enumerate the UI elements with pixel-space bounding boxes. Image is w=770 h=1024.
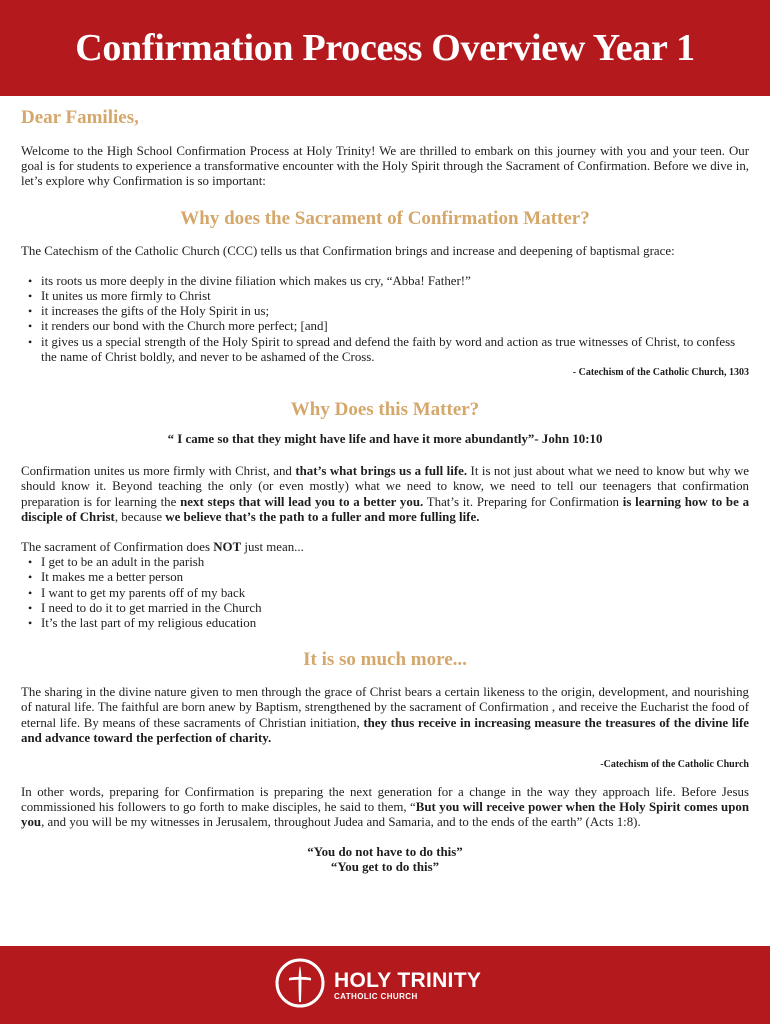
list-item: • It unites us more firmly to Christ xyxy=(41,289,749,304)
list-item: • its roots us more deeply in the divine filiation which makes us cry, “Abba! Father!” xyxy=(41,274,749,289)
cross-in-circle-icon xyxy=(274,957,326,1014)
closing-line-2: “You get to do this” xyxy=(330,859,440,874)
list-item: • it renders our bond with the Church more perfect; [and] xyxy=(41,319,749,334)
list-item: • It makes me a better person xyxy=(41,570,749,585)
intro-paragraph: Welcome to the High School Confirmation Process at Holy Trinity! We are thrilled to embark on this journey with you and your teen. Our goal is for students to experience a transformative encounter with the Holy Spirit through the Sacrament of Confirmation. Before we dive in, let’s explore why Confirmation is so important: xyxy=(21,144,749,189)
logo-wordmark xyxy=(334,970,481,1002)
letter-body xyxy=(21,106,749,875)
scripture-quote: “ I came so that they might have life and have it more abundantly”- John 10:10 xyxy=(167,432,603,447)
ccc-intro-paragraph: The Catechism of the Catholic Church (CCC) tells us that Confirmation brings and increase and deepening of baptismal grace: xyxy=(21,243,675,258)
salutation: Dear Families, xyxy=(21,107,139,128)
list-item: • it gives us a special strength of the Holy Spirit to spread and defend the faith by word and action as true witnesses of Christ, to confess the name of Christ boldly, and never to be ashamed of the Cross. xyxy=(41,335,749,365)
list-item: • It’s the last part of my religious education xyxy=(41,616,749,631)
closing-line-1: “You do not have to do this” xyxy=(307,844,463,859)
divine-nature-paragraph: The sharing in the divine nature given to men through the grace of Christ bears a certain likeness to the origin, development, and nourishing of natural life. The faithful are born anew by Baptism, strengthened by the sacrament of Confirmation , and receive the Eucharist the food of eternal life. By means of these sacraments of Christian initiation, they thus receive in increasing measure the treasures of the divine life and advance toward the perfection of charity. xyxy=(21,685,749,745)
page-title: Confirmation Process Overview Year 1 xyxy=(75,27,695,69)
logo-subtitle: CATHOLIC CHURCH xyxy=(334,991,418,1001)
holy-trinity-logo xyxy=(274,957,481,1014)
section-heading-so-much-more: It is so much more... xyxy=(303,649,467,671)
section-heading-why-matter: Why Does this Matter? xyxy=(290,399,480,421)
list-item: • I want to get my parents off of my back xyxy=(41,586,749,601)
in-other-words-paragraph: In other words, preparing for Confirmation is preparing the next generation for a change in the way they approach life. Before Jesus commissioned his followers to go forth to make disciples, he said to them, “But you will receive power when the Holy Spirit comes upon you, and you will be my witnesses in Jerusalem, throughout Judea and Samaria, and to the ends of the earth” (Acts 1:8). xyxy=(21,785,749,830)
not-just-mean-paragraph: The sacrament of Confirmation does NOT just mean... xyxy=(21,540,304,555)
ccc-effects-list xyxy=(21,274,749,365)
section-heading-why-confirmation: Why does the Sacrament of Confirmation Matter? xyxy=(180,207,590,229)
full-life-paragraph: Confirmation unites us more firmly with Christ, and that’s what brings us a full life. It is not just about what we need to know but why we should know it. Beyond teaching the only (or even mostly) what we need to know, we need to tell our teenagers that confirmation preparation is for learning the next steps that will lead you to a better you. That’s it. Preparing for Confirmation is learning how to be a disciple of Christ, because we believe that’s the path to a fuller and more fulling life. xyxy=(21,464,750,524)
ccc-1303-attribution: - Catechism of the Catholic Church, 1303 xyxy=(572,367,749,379)
catechism-attribution: -Catechism of the Catholic Church xyxy=(600,759,749,771)
logo-name: HOLY TRINITY xyxy=(334,968,482,992)
list-item: • I get to be an adult in the parish xyxy=(41,555,749,570)
misconceptions-list xyxy=(21,555,749,631)
list-item: • I need to do it to get married in the Church xyxy=(41,601,749,616)
title-banner xyxy=(0,0,770,96)
list-item: • it increases the gifts of the Holy Spirit in us; xyxy=(41,304,749,319)
